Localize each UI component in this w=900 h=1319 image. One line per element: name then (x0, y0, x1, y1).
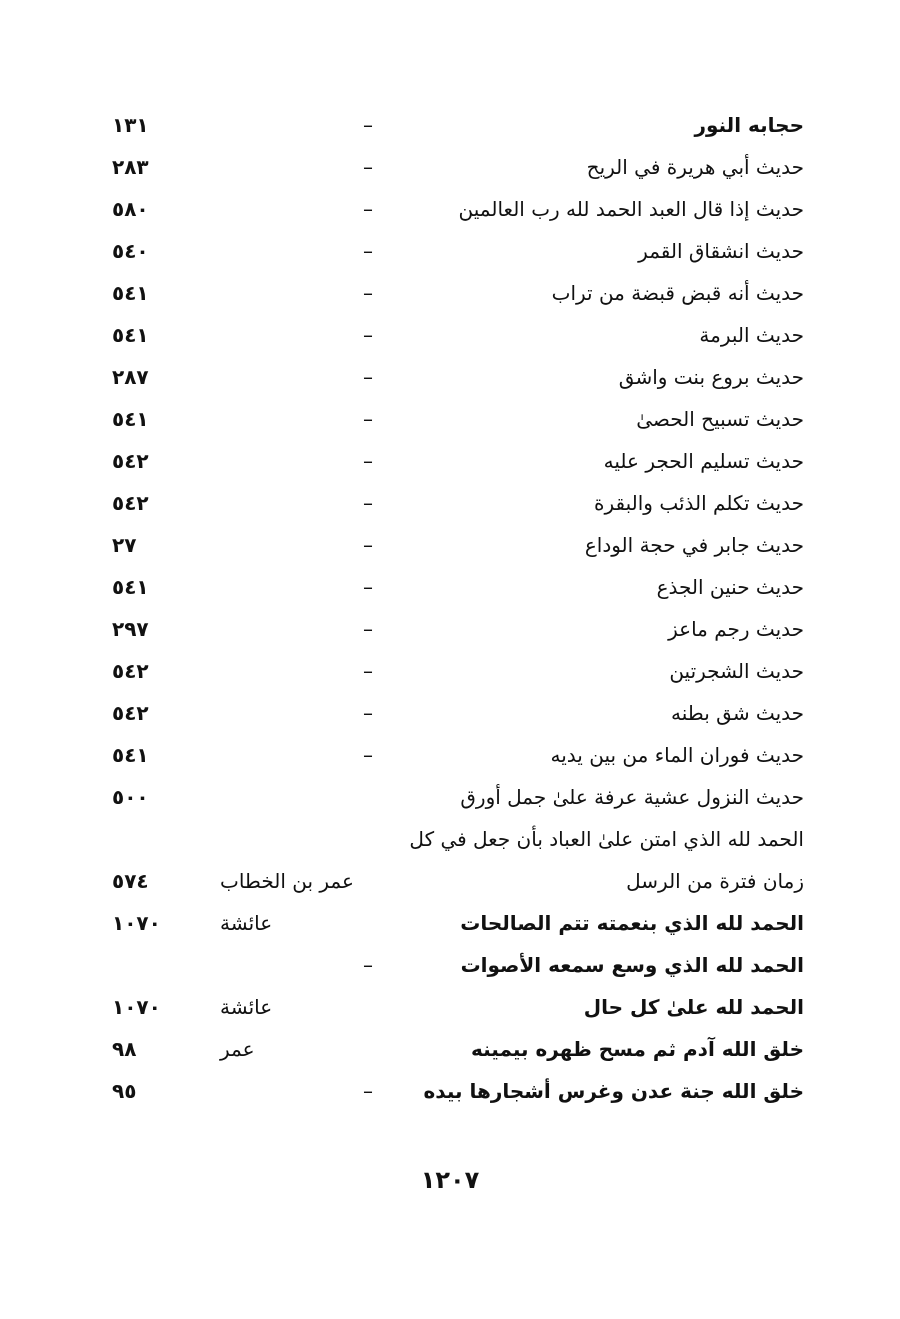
index-entry (0, 776, 900, 818)
entry-page-ref: ٥٧٤ (112, 869, 149, 893)
entry-title: الحمد لله علىٰ كل حال (583, 995, 804, 1019)
entry-title: حديث أنه قبض قبضة من تراب (551, 281, 804, 305)
index-entry (0, 1070, 900, 1112)
entry-title: حديث تسليم الحجر عليه (603, 449, 804, 473)
entry-narrator: – (363, 575, 373, 599)
entry-title: خلق الله آدم ثم مسح ظهره بيمينه (471, 1037, 804, 1061)
entry-title: حديث إذا قال العبد الحمد لله رب العالمين (458, 197, 804, 221)
entry-narrator: – (363, 491, 373, 515)
entry-title: حديث حنين الجذع (656, 575, 804, 599)
hadith-index-table (0, 104, 900, 1112)
entry-page-ref: ٢٨٧ (112, 365, 149, 389)
entry-title: حديث تكلم الذئب والبقرة (593, 491, 804, 515)
entry-page-ref: ٥٤١ (112, 323, 149, 347)
entry-title: الحمد لله الذي بنعمته تتم الصالحات (460, 911, 804, 935)
index-entry (0, 482, 900, 524)
entry-page-ref: ٩٥ (112, 1079, 137, 1103)
entry-narrator: – (363, 239, 373, 263)
index-entry (0, 944, 900, 986)
entry-narrator: – (363, 617, 373, 641)
entry-narrator: عائشة (220, 911, 273, 935)
entry-page-ref: ٥٤٢ (112, 491, 149, 515)
index-entry (0, 902, 900, 944)
entry-page-ref: ٥٤٠ (112, 239, 149, 263)
index-entry (0, 398, 900, 440)
entry-narrator: – (363, 323, 373, 347)
entry-page-ref: ٥٤٢ (112, 659, 149, 683)
index-entry (0, 986, 900, 1028)
entry-title: الحمد لله الذي وسع سمعه الأصوات (460, 953, 804, 977)
entry-title: حديث تسبيح الحصىٰ (636, 407, 804, 431)
entry-title: حديث جابر في حجة الوداع (584, 533, 804, 557)
entry-page-ref: ١٠٧٠ (112, 995, 161, 1019)
entry-page-ref: ٢٨٣ (112, 155, 149, 179)
index-entry (0, 146, 900, 188)
entry-title: زمان فترة من الرسل (626, 869, 804, 893)
index-entry (0, 650, 900, 692)
entry-page-ref: ٥٤٢ (112, 449, 149, 473)
entry-title: حديث بروع بنت واشق (618, 365, 804, 389)
entry-page-ref: ٥٤٢ (112, 701, 149, 725)
entry-narrator: – (363, 365, 373, 389)
index-entry (0, 734, 900, 776)
entry-narrator: – (363, 659, 373, 683)
entry-page-ref: ٢٧ (112, 533, 137, 557)
entry-page-ref: ٥٠٠ (112, 785, 149, 809)
entry-narrator: – (363, 113, 373, 137)
entry-narrator: – (363, 197, 373, 221)
index-entry (0, 860, 900, 902)
entry-title: الحمد لله الذي امتن علىٰ العباد بأن جعل في كل (409, 827, 804, 851)
entry-title: حجابه النور (694, 113, 804, 137)
index-entry (0, 314, 900, 356)
index-entry (0, 692, 900, 734)
entry-title: حديث رجم ماعز (668, 617, 804, 641)
entry-page-ref: ٥٤١ (112, 281, 149, 305)
page-number: ١٢٠٧ (420, 1166, 480, 1194)
entry-narrator: عمر بن الخطاب (220, 869, 354, 893)
entry-title: حديث الشجرتين (669, 659, 804, 683)
index-entry (0, 230, 900, 272)
index-entry (0, 440, 900, 482)
entry-page-ref: ٩٨ (112, 1037, 137, 1061)
entry-narrator: عائشة (220, 995, 273, 1019)
entry-page-ref: ١٠٧٠ (112, 911, 161, 935)
entry-narrator: – (363, 533, 373, 557)
entry-narrator: – (363, 701, 373, 725)
index-entry (0, 356, 900, 398)
entry-title: حديث فوران الماء من بين يديه (550, 743, 804, 767)
entry-page-ref: ٥٤١ (112, 743, 149, 767)
entry-page-ref: ٢٩٧ (112, 617, 149, 641)
entry-page-ref: ٥٤١ (112, 407, 149, 431)
entry-title: حديث انشقاق القمر (638, 239, 804, 263)
entry-narrator: – (363, 449, 373, 473)
index-entry (0, 272, 900, 314)
index-entry (0, 104, 900, 146)
entry-title: حديث النزول عشية عرفة علىٰ جمل أورق (460, 785, 804, 809)
entry-title: حديث البرمة (699, 323, 804, 347)
index-entry (0, 524, 900, 566)
index-entry (0, 818, 900, 860)
entry-narrator: – (363, 953, 373, 977)
index-entry (0, 188, 900, 230)
index-entry (0, 566, 900, 608)
entry-narrator: – (363, 407, 373, 431)
entry-narrator: – (363, 155, 373, 179)
entry-title: حديث شق بطنه (671, 701, 804, 725)
index-entry (0, 608, 900, 650)
entry-narrator: – (363, 281, 373, 305)
entry-narrator: – (363, 1079, 373, 1103)
entry-page-ref: ٥٨٠ (112, 197, 149, 221)
entry-title: حديث أبي هريرة في الريح (586, 155, 804, 179)
entry-page-ref: ١٣١ (112, 113, 149, 137)
entry-narrator: – (363, 743, 373, 767)
entry-title: خلق الله جنة عدن وغرس أشجارها بيده (423, 1079, 804, 1103)
entry-narrator: عمر (220, 1037, 255, 1061)
index-entry (0, 1028, 900, 1070)
entry-page-ref: ٥٤١ (112, 575, 149, 599)
